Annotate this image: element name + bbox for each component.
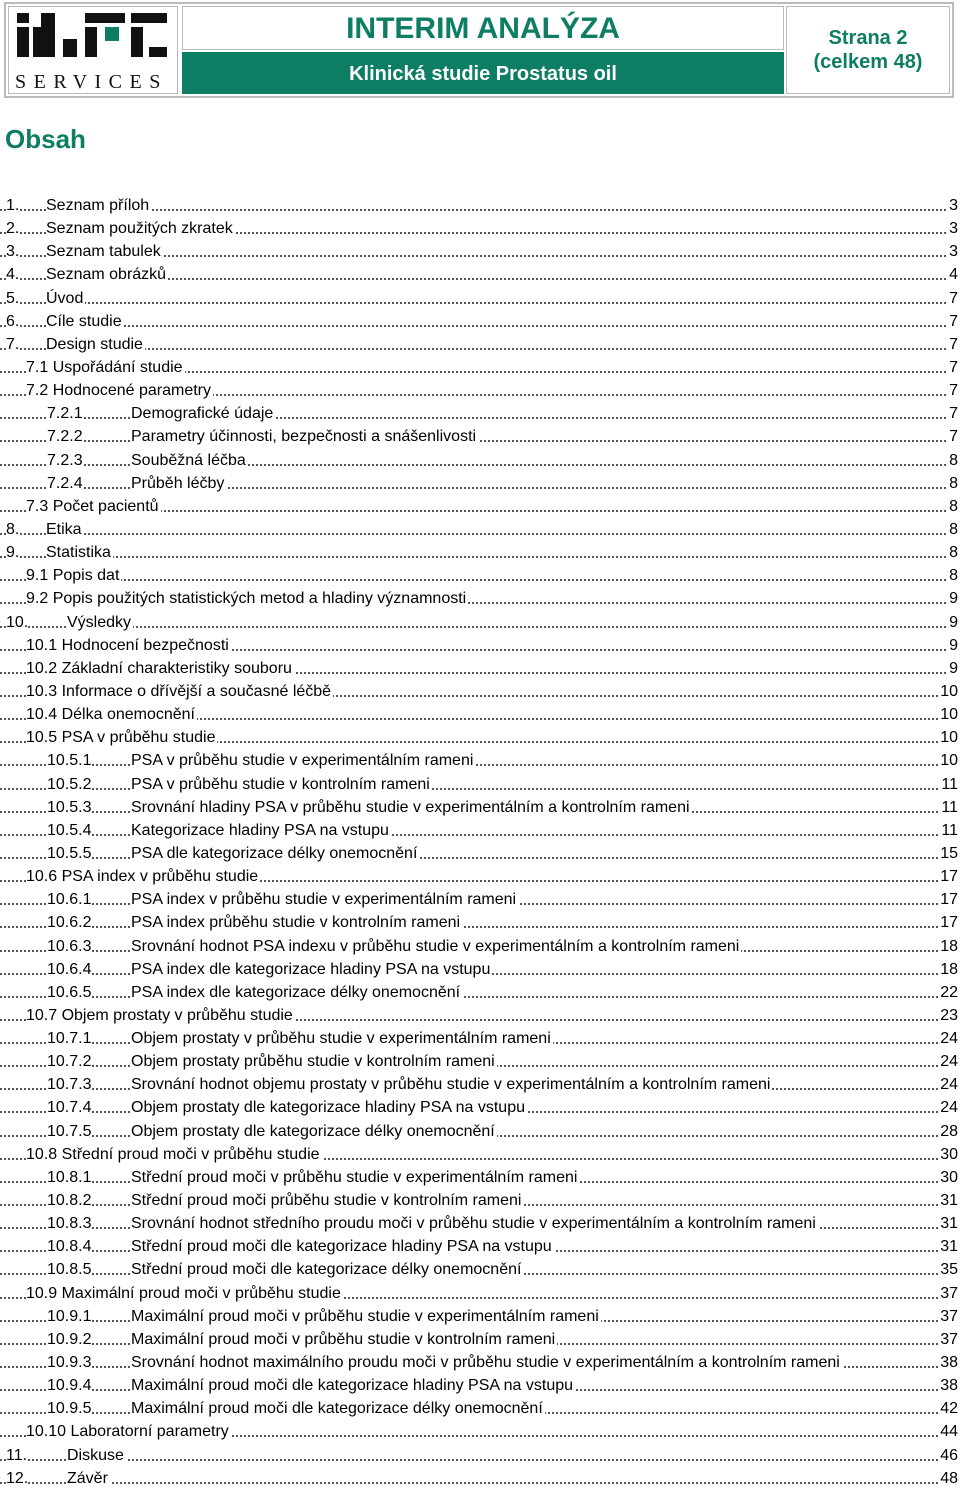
toc-entry[interactable] [0,726,960,749]
toc-entry-title: Objem prostaty průběhu studie v kontrolním rameni [131,1050,497,1073]
toc-entry-number: 10.7.2 [47,1050,91,1073]
toc-entry-title: 9.2 Popis použitých statistických metod a hladiny významnosti [26,587,468,610]
toc-entry[interactable] [0,1027,960,1050]
toc-entry-page: 28 [938,1120,958,1143]
toc-entry-title: 7.3 Počet pacientů [26,495,161,518]
toc-entry-title: Srovnání hodnot maximálního proudu moči v průběhu studie v experimentálním a kontrolním rameni [131,1351,842,1374]
toc-entry-page: 42 [938,1397,958,1420]
toc-entry[interactable] [0,1050,960,1073]
toc-entry-number: 10.5.2 [47,773,91,796]
toc-entry-number: 5. [6,287,19,310]
toc-entry-page: 10 [938,680,958,703]
toc-entry-page: 10 [938,703,958,726]
toc-entry[interactable] [0,773,960,796]
toc-heading: Obsah [5,124,86,154]
toc-entry-number: 10.6.2 [47,911,91,934]
toc-entry-title: Závěr [67,1467,110,1490]
toc-entry-page: 22 [938,981,958,1004]
toc-dot-leader [0,1482,958,1484]
toc-entry-page: 7 [947,425,958,448]
toc-entry-page: 37 [938,1305,958,1328]
toc-entry-title: 10.8 Střední proud moči v průběhu studie [26,1143,322,1166]
toc-entry-title: Střední proud moči v průběhu studie v experimentálním rameni [131,1166,579,1189]
toc-entry[interactable] [0,518,960,541]
toc-entry[interactable] [0,541,960,564]
toc-entry[interactable] [0,495,960,518]
toc-entry-title: Maximální proud moči dle kategorizace hladiny PSA na vstupu [131,1374,575,1397]
toc-entry-title: Srovnání hodnot středního proudu moči v průběhu studie v experimentálním a kontrolním rameni [131,1212,818,1235]
toc-entry-title: 7.1 Uspořádání studie [26,356,185,379]
toc-entry-page: 15 [938,842,958,865]
study-subtitle: Klinická studie Prostatus oil [182,52,784,94]
toc-entry[interactable] [0,1444,960,1467]
toc-entry[interactable] [0,217,960,240]
toc-entry-number: 10.8.4 [47,1235,91,1258]
toc-entry-number: 10.7.4 [47,1096,91,1119]
toc-entry[interactable] [0,1189,960,1212]
toc-entry-page: 9 [947,634,958,657]
toc-entry-title: Střední proud moči dle kategorizace hladiny PSA na vstupu [131,1235,554,1258]
toc-entry[interactable] [0,1004,960,1027]
toc-entry[interactable] [0,194,960,217]
toc-entry-number: 6. [6,310,19,333]
toc-entry[interactable] [0,1235,960,1258]
toc-entry-page: 7 [947,287,958,310]
toc-entry-page: 30 [938,1143,958,1166]
toc-entry[interactable] [0,333,960,356]
toc-entry-title: Objem prostaty dle kategorizace délky onemocnění [131,1120,497,1143]
toc-entry-title: 9.1 Popis dat [26,564,121,587]
toc-entry-number: 7.2.1 [47,402,83,425]
toc-entry[interactable] [0,796,960,819]
toc-entry[interactable] [0,1073,960,1096]
toc-entry-number: 9. [6,541,19,564]
toc-entry-page: 18 [938,958,958,981]
toc-entry-title: PSA v průběhu studie v experimentálním rameni [131,749,475,772]
toc-entry-page: 8 [947,472,958,495]
toc-entry[interactable] [0,1120,960,1143]
toc-entry-page: 7 [947,379,958,402]
toc-entry-title: Seznam tabulek [46,240,163,263]
document-header [4,2,954,98]
toc-entry[interactable] [0,1166,960,1189]
toc-entry[interactable] [0,240,960,263]
toc-entry-title: Maximální proud moči v průběhu studie v kontrolním rameni [131,1328,557,1351]
toc-entry-title: Kategorizace hladiny PSA na vstupu [131,819,391,842]
toc-entry-number: 1. [6,194,19,217]
toc-entry-page: 10 [938,749,958,772]
dsc-logo-icon [13,9,173,71]
toc-entry-page: 7 [947,333,958,356]
toc-entry[interactable] [0,819,960,842]
toc-entry-page: 38 [938,1351,958,1374]
toc-entry-title: 10.7 Objem prostaty v průběhu studie [26,1004,295,1027]
toc-entry-title: Demografické údaje [131,402,275,425]
toc-entry-title: Průběh léčby [131,472,226,495]
toc-entry-title: Srovnání hodnot objemu prostaty v průběhu studie v experimentálním a kontrolním rameni [131,1073,772,1096]
toc-entry-title: PSA index v průběhu studie v experimentálním rameni [131,888,518,911]
toc-entry-page: 31 [938,1189,958,1212]
toc-entry-title: 10.4 Délka onemocnění [26,703,197,726]
toc-entry-page: 18 [938,935,958,958]
toc-entry[interactable] [0,449,960,472]
toc-entry[interactable] [0,842,960,865]
toc-entry[interactable] [0,865,960,888]
toc-entry[interactable] [0,911,960,934]
toc-dot-leader [0,325,958,327]
toc-entry-page: 3 [947,240,958,263]
toc-entry-number: 10.6.5 [47,981,91,1004]
toc-dot-leader [0,556,958,558]
toc-entry-page: 37 [938,1282,958,1305]
toc-entry-number: 7.2.3 [47,449,83,472]
toc-entry-page: 8 [947,564,958,587]
toc-entry[interactable] [0,1096,960,1119]
toc-entry-number: 10.9.1 [47,1305,91,1328]
toc-entry[interactable] [0,1374,960,1397]
logo-text: SERVICES [15,71,168,93]
toc-entry-page: 9 [947,657,958,680]
toc-entry-title: 10.6 PSA index v průběhu studie [26,865,260,888]
toc-entry-page: 37 [938,1328,958,1351]
company-logo [8,6,178,94]
toc-entry-title: Objem prostaty v průběhu studie v experimentálním rameni [131,1027,553,1050]
page-number: Strana 2 [828,27,908,49]
toc-entry-number: 10.9.3 [47,1351,91,1374]
toc-entry-title: 10.5 PSA v průběhu studie [26,726,217,749]
toc-entry-number: 10.5.3 [47,796,91,819]
toc-entry-page: 9 [947,587,958,610]
toc-entry-page: 17 [938,911,958,934]
toc-entry[interactable] [0,1420,960,1443]
toc-entry[interactable] [0,587,960,610]
toc-entry-title: Úvod [46,287,85,310]
toc-entry-title: Etika [46,518,84,541]
toc-entry[interactable] [0,1282,960,1305]
toc-entry[interactable] [0,1467,960,1490]
toc-entry-page: 24 [938,1073,958,1096]
toc-dot-leader [0,579,958,581]
toc-entry[interactable] [0,888,960,911]
toc-entry-title: Statistika [46,541,113,564]
toc-entry-number: 11. [6,1444,27,1467]
toc-entry[interactable] [0,749,960,772]
toc-entry-number: 10.5.1 [47,749,91,772]
toc-entry-page: 7 [947,310,958,333]
toc-dot-leader [0,1459,958,1461]
toc-entry-page: 23 [938,1004,958,1027]
toc-entry-page: 35 [938,1258,958,1281]
toc-entry-page: 11 [939,796,958,819]
toc-entry[interactable] [0,564,960,587]
toc-entry[interactable] [0,1328,960,1351]
toc-entry-number: 7.2.4 [47,472,83,495]
toc-entry-title: Seznam příloh [46,194,151,217]
toc-entry-page: 38 [938,1374,958,1397]
toc-entry-page: 3 [947,217,958,240]
toc-entry-title: Objem prostaty dle kategorizace hladiny PSA na vstupu [131,1096,527,1119]
toc-entry-page: 48 [938,1467,958,1490]
toc-entry-page: 3 [947,194,958,217]
toc-entry-title: Maximální proud moči dle kategorizace délky onemocnění [131,1397,545,1420]
toc-entry[interactable] [0,472,960,495]
page-total: (celkem 48) [813,51,923,73]
table-of-contents [0,194,960,1490]
toc-entry-page: 17 [938,888,958,911]
toc-entry-page: 11 [939,773,958,796]
toc-entry-number: 10.9.4 [47,1374,91,1397]
toc-entry-number: 10.9.2 [47,1328,91,1351]
toc-entry-number: 10.7.5 [47,1120,91,1143]
toc-entry-title: Střední proud moči průběhu studie v kontrolním rameni [131,1189,523,1212]
toc-entry[interactable] [0,263,960,286]
toc-entry-title: Cíle studie [46,310,124,333]
toc-entry[interactable] [0,634,960,657]
toc-entry-page: 24 [938,1050,958,1073]
toc-entry-page: 31 [938,1235,958,1258]
toc-entry-title: Parametry účinnosti, bezpečnosti a snášenlivosti [131,425,478,448]
toc-entry-title: Výsledky [67,611,133,634]
toc-entry[interactable] [0,1305,960,1328]
toc-entry-number: 2. [6,217,19,240]
toc-entry-number: 10.8.5 [47,1258,91,1281]
toc-entry[interactable] [0,1258,960,1281]
toc-entry[interactable] [0,356,960,379]
toc-entry-number: 10.7.1 [47,1027,91,1050]
toc-entry[interactable] [0,379,960,402]
toc-entry-title: Srovnání hladiny PSA v průběhu studie v experimentálním a kontrolním rameni [131,796,692,819]
toc-entry[interactable] [0,1397,960,1420]
toc-entry-page: 7 [947,402,958,425]
toc-entry[interactable] [0,1143,960,1166]
toc-entry-title: PSA index dle kategorizace hladiny PSA na vstupu [131,958,492,981]
toc-entry[interactable] [0,657,960,680]
toc-entry-number: 8. [6,518,19,541]
toc-entry-number: 10.5.4 [47,819,91,842]
toc-entry-title: 10.1 Hodnocení bezpečnosti [26,634,231,657]
toc-entry-page: 11 [939,819,958,842]
toc-entry-page: 9 [947,611,958,634]
toc-entry-page: 31 [938,1212,958,1235]
toc-entry[interactable] [0,1351,960,1374]
toc-entry[interactable] [0,703,960,726]
toc-entry-number: 10.8.1 [47,1166,91,1189]
toc-entry-page: 24 [938,1027,958,1050]
toc-entry-page: 8 [947,495,958,518]
report-title: INTERIM ANALÝZA [182,6,784,50]
toc-dot-leader [0,533,958,535]
toc-entry-number: 10.6.4 [47,958,91,981]
toc-entry-title: Design studie [46,333,145,356]
toc-entry-page: 10 [938,726,958,749]
toc-entry[interactable] [0,680,960,703]
toc-entry-title: Souběžná léčba [131,449,248,472]
toc-entry-title: PSA dle kategorizace délky onemocnění [131,842,419,865]
toc-entry-title: PSA index dle kategorizace délky onemocnění [131,981,462,1004]
toc-entry-page: 44 [938,1420,958,1443]
toc-entry-title: Maximální proud moči v průběhu studie v experimentálním rameni [131,1305,601,1328]
toc-entry-title: 10.3 Informace o dřívější a současné léčbě [26,680,333,703]
toc-entry-number: 10.5.5 [47,842,91,865]
toc-entry[interactable] [0,611,960,634]
toc-entry-title: Střední proud moči dle kategorizace délky onemocnění [131,1258,523,1281]
toc-entry-number: 10.6.1 [47,888,91,911]
toc-entry-number: 7.2.2 [47,425,83,448]
toc-entry[interactable] [0,981,960,1004]
toc-entry[interactable] [0,1212,960,1235]
toc-entry-number: 4. [6,263,19,286]
toc-entry-title: Srovnání hodnot PSA indexu v průběhu studie v experimentálním a kontrolním rameni [131,935,741,958]
toc-entry-title: 10.2 Základní charakteristiky souboru [26,657,294,680]
toc-entry-number: 3. [6,240,19,263]
toc-entry[interactable] [0,287,960,310]
toc-dot-leader [0,626,958,628]
toc-entry-title: 10.9 Maximální proud moči v průběhu studie [26,1282,343,1305]
toc-entry-page: 8 [947,518,958,541]
toc-entry-number: 7. [6,333,19,356]
toc-entry-number: 10.7.3 [47,1073,91,1096]
toc-entry-title: PSA index průběhu studie v kontrolním rameni [131,911,462,934]
toc-dot-leader [0,302,958,304]
toc-entry-title: Diskuse [67,1444,126,1467]
toc-entry-page: 8 [947,449,958,472]
toc-entry-title: Seznam obrázků [46,263,168,286]
toc-entry-number: 10.6.3 [47,935,91,958]
toc-entry-title: Seznam použitých zkratek [46,217,235,240]
toc-entry[interactable] [0,958,960,981]
toc-entry-number: 10. [6,611,28,634]
page-indicator [786,6,950,94]
toc-entry-number: 12. [6,1467,28,1490]
toc-entry-page: 46 [938,1444,958,1467]
toc-entry[interactable] [0,402,960,425]
toc-entry-number: 10.8.2 [47,1189,91,1212]
toc-entry-page: 8 [947,541,958,564]
toc-entry-page: 24 [938,1096,958,1119]
toc-entry-page: 7 [947,356,958,379]
toc-entry-number: 10.9.5 [47,1397,91,1420]
toc-entry[interactable] [0,935,960,958]
toc-entry[interactable] [0,310,960,333]
toc-entry-title: 10.10 Laboratorní parametry [26,1420,231,1443]
toc-entry-page: 30 [938,1166,958,1189]
toc-entry-title: 7.2 Hodnocené parametry [26,379,213,402]
toc-entry-title: PSA v průběhu studie v kontrolním rameni [131,773,432,796]
toc-entry-number: 10.8.3 [47,1212,91,1235]
toc-entry-page: 4 [947,263,958,286]
toc-entry-page: 17 [938,865,958,888]
toc-entry[interactable] [0,425,960,448]
